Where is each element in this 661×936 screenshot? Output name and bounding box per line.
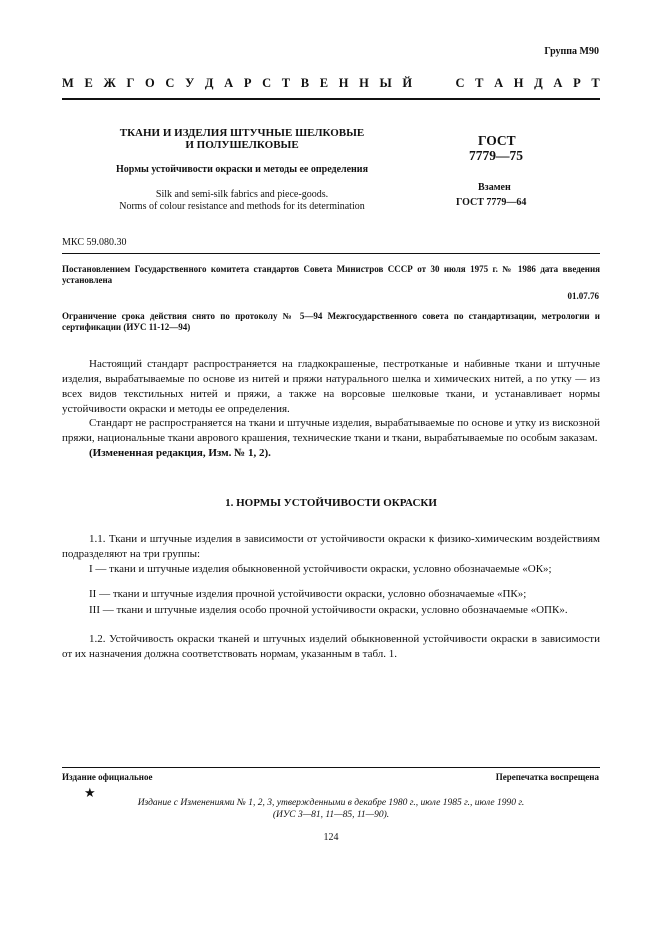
- banner-letter: Д: [534, 76, 543, 90]
- banner-letter: А: [494, 76, 504, 90]
- star-icon: ★: [84, 785, 96, 800]
- edition-line-2: (ИУС 3—81, 11—85, 11—90).: [272, 810, 390, 820]
- standard-number: 7779—75: [469, 148, 523, 163]
- decree-text: Постановлением Государственного комитета стандартов Совета Министров СССР от 30 июля 1975 г. № 1986 дата введения установлена: [62, 264, 600, 285]
- paragraph-amendment-note: (Измененная редакция, Изм. № 1, 2).: [89, 447, 271, 459]
- header-rule: [62, 98, 600, 100]
- replaces-standard: ГОСТ 7779—64: [456, 197, 527, 208]
- banner-letter: Р: [573, 76, 581, 90]
- edition-note: [62, 797, 600, 821]
- banner-letter: Г: [126, 76, 135, 90]
- english-title: [62, 189, 422, 213]
- banner-letter: У: [185, 76, 195, 90]
- banner-letter: С: [262, 76, 272, 90]
- banner-letter: Н: [338, 76, 349, 90]
- limitation-text: Ограничение срока действия снято по протоколу № 5—94 Межгосударственного совета по стандартизации, метрологии и сертификации (ИУС 11-12—94): [62, 311, 600, 332]
- paragraph-group-2: II — ткани и штучные изделия прочной устойчивости окраски, условно обозначаемые «ПК»;: [89, 588, 527, 600]
- paragraph-exclusions: Стандарт не распространяется на ткани и штучные изделия, вырабатываемые по основе и утку из вискозной пряжи, национальные ткани аврового крашения, технические ткани и ткани, вырабатываемые по особым заказам.: [62, 417, 600, 444]
- banner-letter: Т: [281, 76, 291, 90]
- banner-letter: Ы: [379, 76, 392, 90]
- official-edition: Издание официальное: [62, 772, 153, 782]
- banner-letter: Й: [402, 76, 413, 90]
- standard-label: ГОСТ: [478, 133, 516, 148]
- banner-gap: [423, 76, 445, 91]
- replaces-label: Взамен: [478, 182, 511, 193]
- banner-letter: А: [224, 76, 234, 90]
- mks-rule: [62, 253, 600, 254]
- group-code: Группа М90: [544, 46, 599, 57]
- paragraph-scope: Настоящий стандарт распространяется на гладкокрашеные, пестротканые и набивные ткани и штучные изделия, вырабатываемые по основе из нитей и пряжи натурального шелка и химических нитей, а по утку — из всех видов текстильных нитей и пряжи, а также на ворсовые шелковые ткани, и устанавливает нормы устойчивости окраски и методы ее определения.: [62, 358, 600, 415]
- banner-letter: С: [165, 76, 175, 90]
- banner-letter: Д: [204, 76, 214, 90]
- banner-letter: Т: [475, 76, 484, 90]
- page-number: 124: [323, 832, 339, 843]
- title-line-2: И ПОЛУШЕЛКОВЫЕ: [185, 139, 299, 151]
- banner-letter: Е: [319, 76, 329, 90]
- banner-letter: Ж: [103, 76, 116, 90]
- introduction-date: 01.07.76: [567, 291, 599, 301]
- reprint-prohibited: Перепечатка воспрещена: [495, 772, 599, 782]
- banner-letter: Е: [84, 76, 93, 90]
- interstate-standard-banner: [62, 76, 600, 91]
- banner-letter: Н: [359, 76, 369, 90]
- banner-letter: О: [145, 76, 155, 90]
- english-title-line-1: Silk and semi-silk fabrics and piece-goods.: [155, 189, 329, 200]
- edition-line-1: Издание с Изменениями № 1, 2, 3, утвержденными в декабре 1980 г., июле 1985 г., июле 1990 г.: [137, 798, 525, 808]
- paragraph-1-2: 1.2. Устойчивость окраски тканей и штучных изделий обыкновенной устойчивости окраски в зависимости от их назначения должна соответствовать нормам, указанным в табл. 1.: [62, 633, 600, 660]
- title-line-1: ТКАНИ И ИЗДЕЛИЯ ШТУЧНЫЕ ШЕЛКОВЫЕ: [119, 127, 365, 139]
- footer-rule: [62, 767, 600, 768]
- banner-letter: В: [300, 76, 310, 90]
- document-subtitle: Нормы устойчивости окраски и методы ее определения: [116, 164, 368, 175]
- banner-letter: Т: [591, 76, 600, 90]
- replaces-block: [456, 180, 556, 210]
- banner-letter: А: [553, 76, 563, 90]
- banner-letter: М: [62, 76, 74, 90]
- mks-code: МКС 59.080.30: [62, 237, 127, 248]
- paragraph-group-1: I — ткани и штучные изделия обыкновенной устойчивости окраски, условно обозначаемые «ОК»;: [89, 563, 552, 575]
- document-title: [62, 127, 422, 151]
- banner-letter: Р: [243, 76, 252, 90]
- banner-letter: С: [455, 76, 465, 90]
- paragraph-1-1: 1.1. Ткани и штучные изделия в зависимости от устойчивости окраски к физико-химическим воздействиям подразделяют на три группы:: [62, 533, 600, 560]
- banner-letter: Н: [513, 76, 524, 90]
- standard-designation: [456, 133, 523, 163]
- section-heading: 1. НОРМЫ УСТОЙЧИВОСТИ ОКРАСКИ: [225, 497, 437, 509]
- english-title-line-2: Norms of colour resistance and methods for its determination: [119, 201, 365, 212]
- paragraph-group-3: III — ткани и штучные изделия особо прочной устойчивости окраски, условно обозначаемые «ОПК».: [89, 604, 568, 616]
